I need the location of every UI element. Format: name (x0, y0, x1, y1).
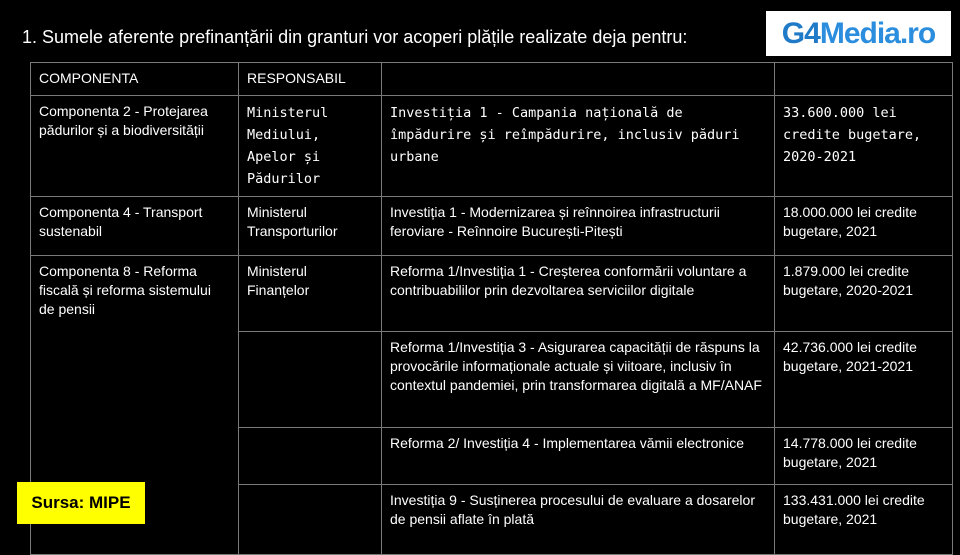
responsible-cell-empty (239, 332, 382, 428)
table-row (31, 197, 953, 256)
header-empty-3 (382, 63, 775, 96)
header-responsabil: RESPONSABIL (239, 63, 382, 96)
investment-cell: Reforma 2/ Investiția 4 - Implementarea vămii electronice (382, 428, 775, 485)
amount-cell: 14.778.000 lei credite bugetare, 2021 (775, 428, 953, 485)
component-cell: Componenta 4 - Transport sustenabil (31, 197, 239, 256)
responsible-cell-empty (239, 485, 382, 555)
investment-cell: Reforma 1/Investiția 1 - Creșterea conformării voluntare a contribuabililor prin dezvoltarea serviciilor digitale (382, 256, 775, 332)
header-componenta: COMPONENTA (31, 63, 239, 96)
component-cell: Componenta 8 - Reforma fiscală și reforma sistemului de pensii (31, 256, 239, 555)
component-cell: Componenta 2 - Protejarea pădurilor și a biodiversității (31, 96, 239, 197)
header-empty-4 (775, 63, 953, 96)
page-heading: 1. Sumele aferente prefinanțării din granturi vor acoperi plățile realizate deja pentru: (22, 27, 688, 47)
table-row (31, 256, 953, 332)
responsible-cell-empty (239, 428, 382, 485)
responsible-cell: Ministerul Mediului, Apelor și Pădurilor (239, 96, 382, 197)
responsible-cell: Ministerul Finanțelor (239, 256, 382, 332)
logo-part-2: Media.ro (819, 16, 936, 50)
amount-cell: 33.600.000 lei credite bugetare, 2020-2021 (775, 96, 953, 197)
responsible-cell: Ministerul Transporturilor (239, 197, 382, 256)
table-header-row (31, 63, 953, 96)
investment-cell: Reforma 1/Investiția 3 - Asigurarea capacității de răspuns la provocările informaționale actuale și viitoare, inclusiv în contextul pandemiei, prin transformarea digitală a MF/ANAF (382, 332, 775, 428)
funding-table (30, 62, 953, 555)
logo-part-1: G4 (781, 16, 820, 50)
investment-cell: Investiția 9 - Susținerea procesului de evaluare a dosarelor de pensii aflate în plată (382, 485, 775, 555)
amount-cell: 1.879.000 lei credite bugetare, 2020-2021 (775, 256, 953, 332)
table-row (31, 96, 953, 197)
amount-cell: 133.431.000 lei credite bugetare, 2021 (775, 485, 953, 555)
investment-cell: Investiția 1 - Campania națională de împădurire și reîmpădurire, inclusiv păduri urbane (382, 96, 775, 197)
source-badge: Sursa: MIPE (17, 482, 145, 524)
investment-cell: Investiția 1 - Modernizarea și reînnoirea infrastructurii feroviare - Reînnoire București-Pitești (382, 197, 775, 256)
g4media-logo (766, 11, 951, 56)
amount-cell: 18.000.000 lei credite bugetare, 2021 (775, 197, 953, 256)
amount-cell: 42.736.000 lei credite bugetare, 2021-2021 (775, 332, 953, 428)
